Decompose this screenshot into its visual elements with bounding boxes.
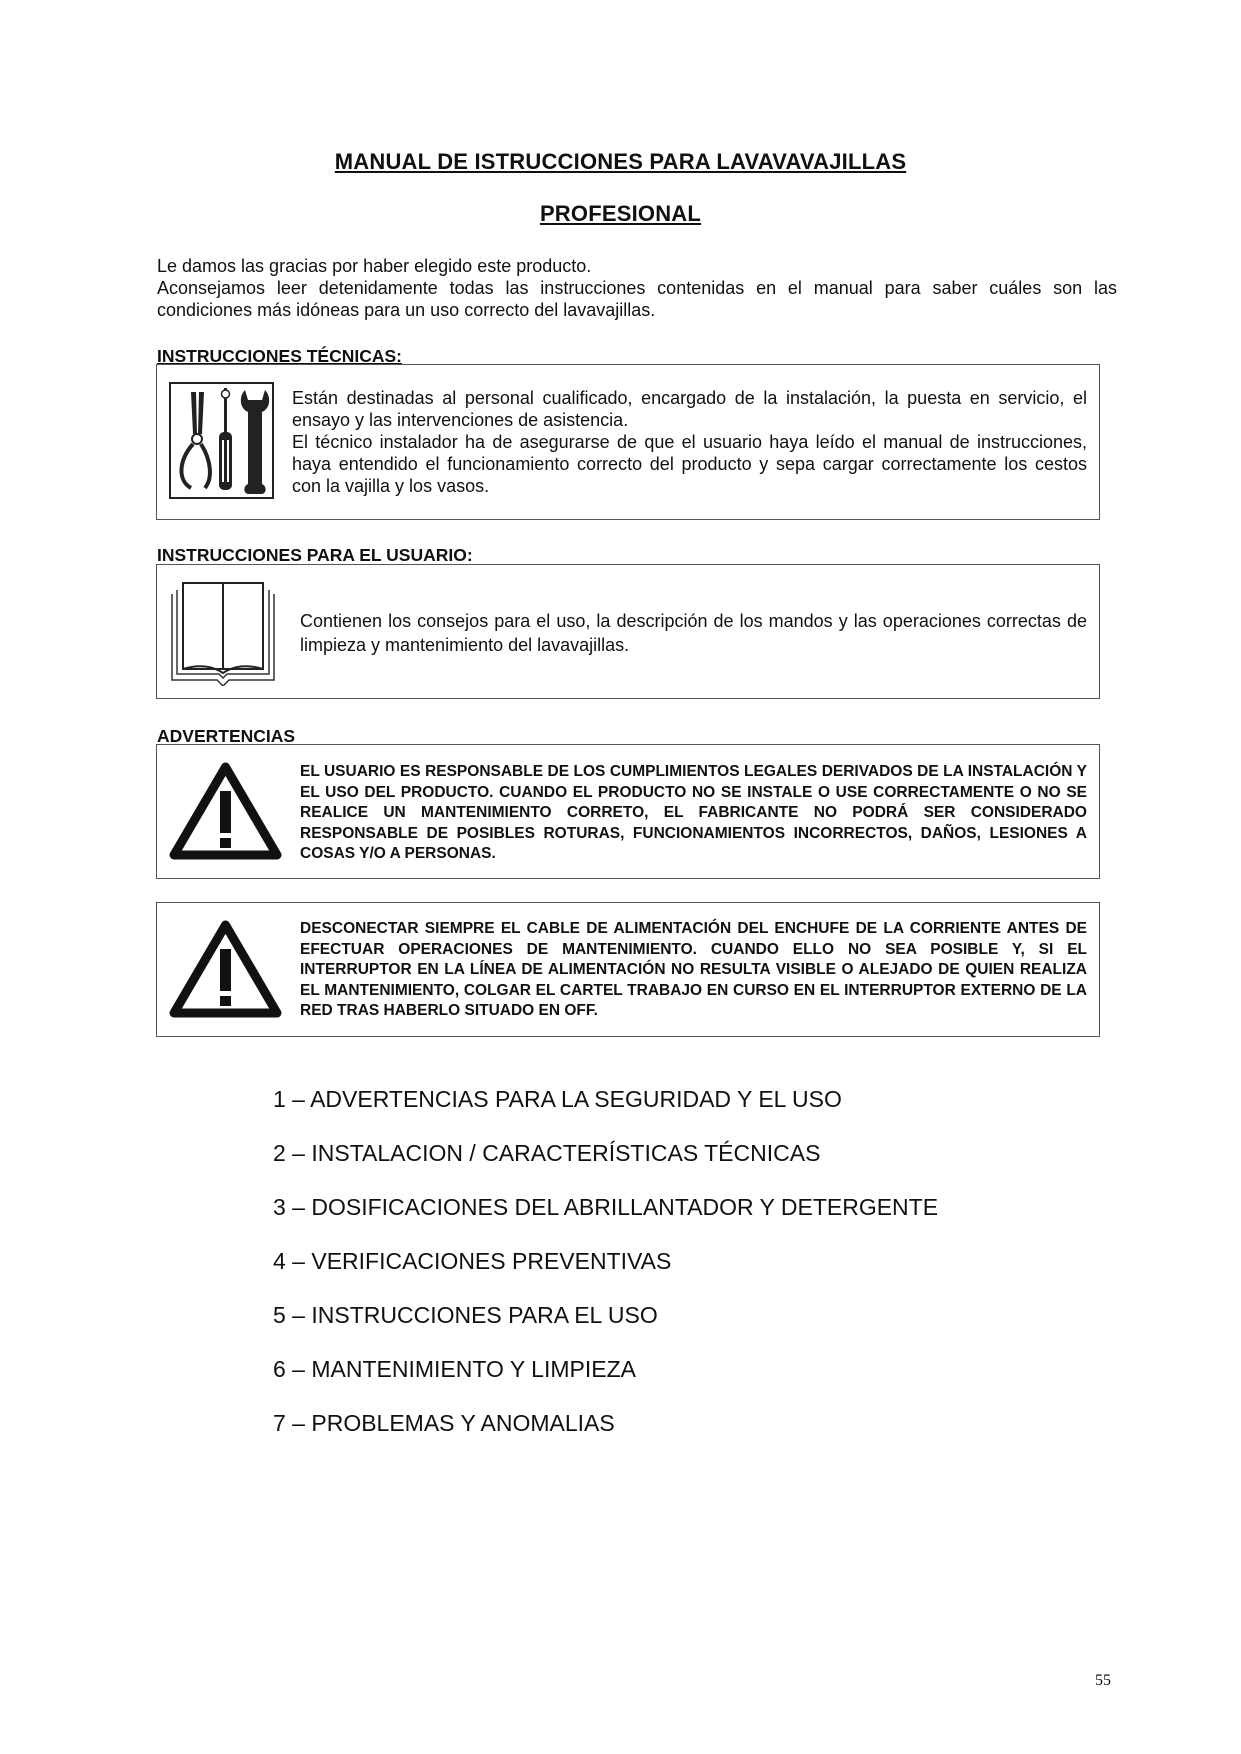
warning-text: EL USUARIO ES RESPONSABLE DE LOS CUMPLIMIENTOS LEGALES DERIVADOS DE LA INSTALACIÓN Y EL USO DEL PRODUCTO. CUANDO EL PRODUCTO NO SE INSTALE O USE CORRECTAMENTE O NO SE REALICE UN MANTENIMIENTO CORRETO, EL FABRICANTE NO PODRÁ SER CONSIDERADO RESPONSABLE DE POSIBLES ROTURAS, FUNCIONAMIENTOS INCORRECTOS, DAÑOS, LESIONES A COSAS Y/O A PERSONAS. [300,763,1087,862]
page-number: 55 [1095,1672,1111,1689]
toc-item: 5 – INSTRUCCIONES PARA EL USO [273,1302,658,1328]
toc-item: 7 – PROBLEMAS Y ANOMALIAS [273,1410,615,1436]
open-book-icon [169,580,277,686]
technical-paragraph: Están destinadas al personal cualificado, encargado de la instalación, la puesta en servicio, el ensayo y las intervenciones de asistencia. [292,388,1087,430]
document-title: MANUAL DE ISTRUCCIONES PARA LAVAVAVAJILLAS [334,149,907,174]
user-instructions-text: Contienen los consejos para el uso, la descripción de los mandos y las operaciones correctas de limpieza y mantenimiento del lavavajillas. [300,611,1087,655]
toc-item: 2 – INSTALACION / CARACTERÍSTICAS TÉCNICAS [273,1140,821,1166]
warning-triangle-icon [167,917,284,1024]
warnings-heading: ADVERTENCIAS [157,726,296,746]
toc-item: 4 – VERIFICACIONES PREVENTIVAS [273,1248,672,1274]
table-of-contents [273,1084,938,1462]
user-instructions-box [156,564,1100,699]
warning-triangle-icon [167,759,284,866]
technical-instructions-text [292,387,1087,497]
technical-paragraph: El técnico instalador ha de asegurarse de que el usuario haya leído el manual de instrucciones, haya entendido el funcionamiento correcto del producto y sepa cargar correctamente los cestos con la vajilla y los vasos. [292,432,1087,496]
intro-text [157,255,1117,321]
intro-line: Le damos las gracias por haber elegido este producto. [157,256,592,276]
toc-item: 3 – DOSIFICACIONES DEL ABRILLANTADOR Y DETERGENTE [273,1194,939,1220]
warning-box [156,902,1100,1037]
technical-instructions-heading: INSTRUCCIONES TÉCNICAS: [157,346,403,366]
tools-icon [169,382,274,499]
warning-box [156,744,1100,879]
document-subtitle: PROFESIONAL [539,201,702,226]
intro-line: Aconsejamos leer detenidamente todas las instrucciones contenidas en el manual para saber cuáles son las condiciones más idóneas para un uso correcto del lavavajillas. [157,278,1117,320]
user-instructions-heading: INSTRUCCIONES PARA EL USUARIO: [157,545,473,565]
technical-instructions-box [156,364,1100,520]
warning-text: DESCONECTAR SIEMPRE EL CABLE DE ALIMENTACIÓN DEL ENCHUFE DE LA CORRIENTE ANTES DE EFECTUAR OPERACIONES DE MANTENIMIENTO. CUANDO ELLO NO SEA POSIBLE Y, SI EL INTERRUPTOR EN LA LÍNEA DE ALIMENTACIÓN NO RESULTA VISIBLE O ALEJADO DE QUIEN REALIZA EL MANTENIMIENTO, COLGAR EL CARTEL TRABAJO EN CURSO EN EL INTERRUPTOR EXTERNO DE LA RED TRAS HABERLO SITUADO EN OFF. [300,920,1087,1019]
toc-item: 6 – MANTENIMIENTO Y LIMPIEZA [273,1356,636,1382]
toc-item: 1 – ADVERTENCIAS PARA LA SEGURIDAD Y EL USO [273,1086,842,1112]
